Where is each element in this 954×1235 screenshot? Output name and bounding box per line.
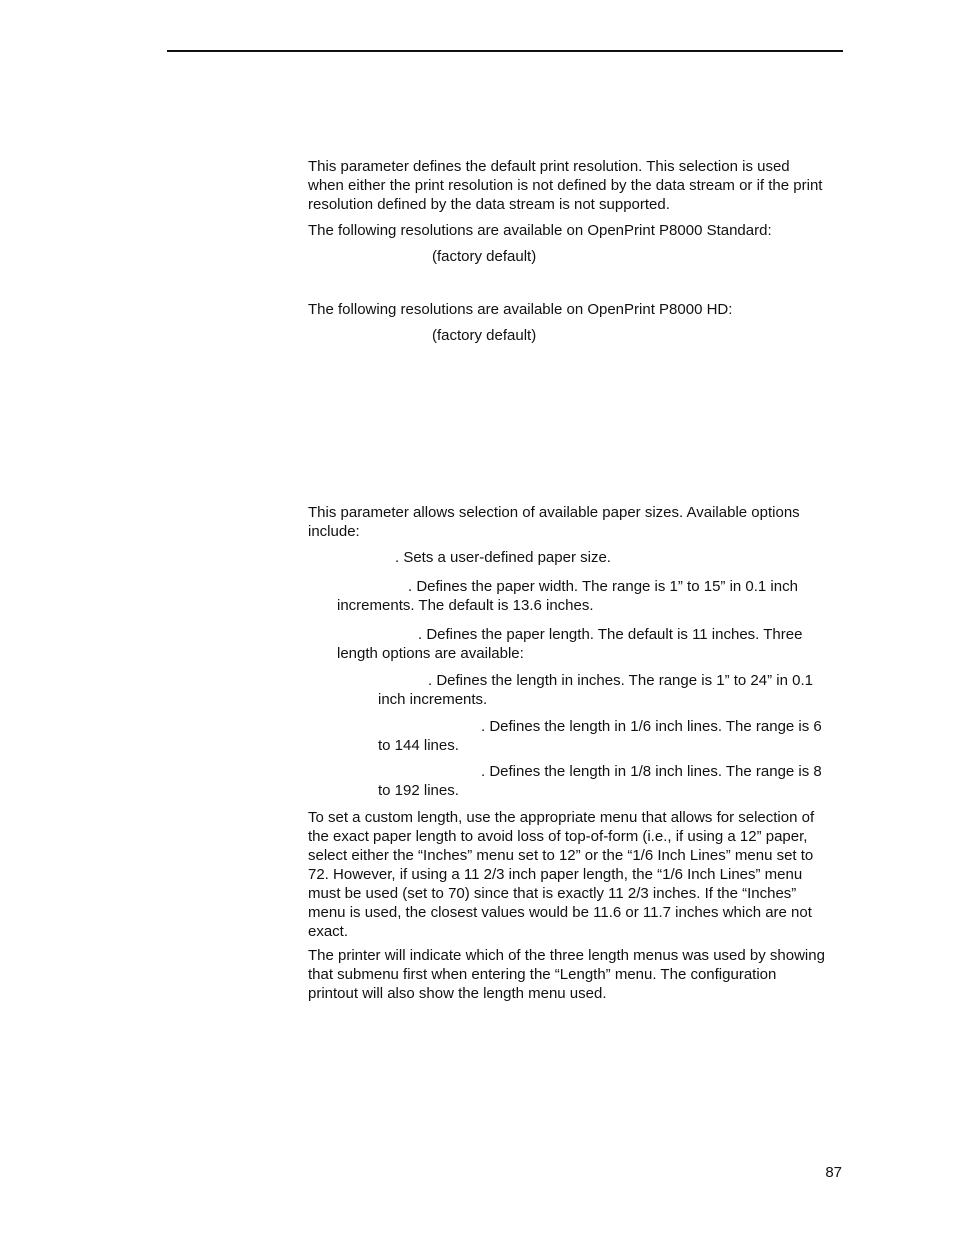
hd-factory-default-note: (factory default): [432, 327, 537, 344]
standard-factory-default-note: (factory default): [432, 248, 537, 265]
custom-length-note: To set a custom length, use the appropriate menu that allows for selection of the exact paper length to avoid loss of top-of-form (i.e., if using a 12” paper, select either the “Inches” menu set to 12” or the “1/6 Inch Lines” menu set to 72. However, if using a 11 2/3 inch paper length, the “1/6 Inch Lines” menu must be used (set to 70) since that is exactly 11 2/3 inches. If the “Inches” menu is used, the closest values would be 11.6 or 11.7 inches which are not exact.: [308, 809, 815, 940]
eighth-inch-lines-option-description: . Defines the length in 1/8 inch lines. The range is 8 to 192 lines.: [378, 763, 822, 799]
sixth-inch-lines-option-description: . Defines the length in 1/6 inch lines. The range is 6 to 144 lines.: [378, 718, 822, 754]
custom-option-description: . Sets a user-defined paper size.: [395, 549, 611, 566]
header-rule: [167, 50, 843, 52]
width-option-description: . Defines the paper width. The range is 1” to 15” in 0.1 inch increments. The default is 13.6 inches.: [337, 578, 798, 614]
hd-resolutions-intro: The following resolutions are available on OpenPrint P8000 HD:: [308, 301, 733, 318]
standard-resolutions-intro: The following resolutions are available on OpenPrint P8000 Standard:: [308, 222, 772, 239]
length-option-description: . Defines the paper length. The default is 11 inches. Three length options are available:: [337, 626, 803, 662]
paper-size-description: This parameter allows selection of available paper sizes. Available options include:: [308, 504, 800, 540]
inches-option-description: . Defines the length in inches. The range is 1” to 24” in 0.1 inch increments.: [378, 672, 813, 708]
length-menu-indication-note: The printer will indicate which of the three length menus was used by showing that submenu first when entering the “Length” menu. The configuration printout will also show the length menu used.: [308, 947, 825, 1002]
page-number: 87: [825, 1164, 842, 1181]
resolution-description: This parameter defines the default print resolution. This selection is used when either the print resolution is not defined by the data stream or if the print resolution defined by the data stream is not supported.: [308, 158, 823, 213]
